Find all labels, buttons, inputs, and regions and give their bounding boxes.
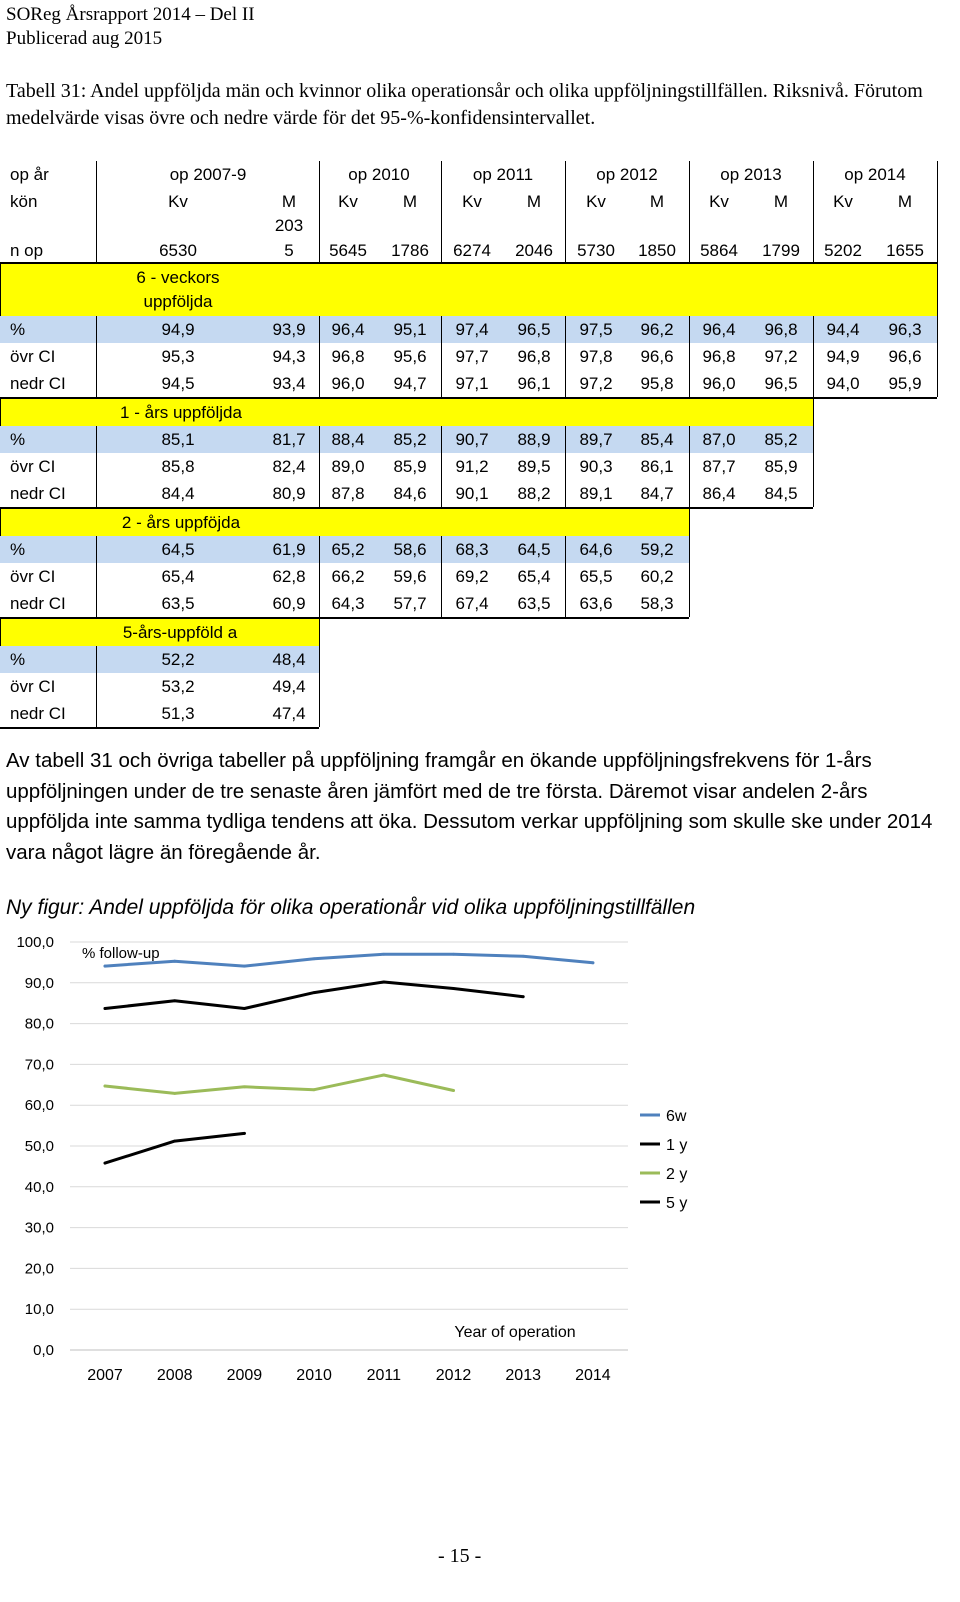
legend-label: 6w xyxy=(666,1108,687,1125)
table-cell: 85,9 xyxy=(764,457,798,476)
table-cell: 59,6 xyxy=(393,567,427,586)
row-label: % xyxy=(10,430,26,449)
document-header xyxy=(6,3,255,51)
data-point xyxy=(382,1074,385,1077)
n-value: 2046 xyxy=(515,241,553,260)
table-cell: 58,6 xyxy=(393,540,427,559)
section-left-border xyxy=(0,509,1,536)
table-cell: 63,5 xyxy=(517,594,551,613)
table-cell: 59,2 xyxy=(640,540,674,559)
table-cell: 96,8 xyxy=(331,347,365,366)
table-cell: 87,7 xyxy=(702,457,736,476)
table-cell: 57,7 xyxy=(393,594,427,613)
table-cell: 94,9 xyxy=(161,320,195,339)
table-cell: 95,3 xyxy=(161,347,195,366)
table-cell: 96,6 xyxy=(640,347,674,366)
y-tick-label: 60,0 xyxy=(24,1097,54,1115)
section-right-border xyxy=(813,399,814,426)
column-divider xyxy=(689,161,690,264)
data-point xyxy=(522,995,525,998)
table-cell: 95,6 xyxy=(393,347,427,366)
table-cell: 84,6 xyxy=(393,484,427,503)
table-cell: 63,6 xyxy=(579,594,613,613)
x-tick-label: 2008 xyxy=(156,1367,193,1384)
x-tick-label: 2007 xyxy=(87,1367,123,1384)
table-cell: 66,2 xyxy=(331,567,365,586)
column-divider xyxy=(96,316,97,397)
table-cell: 89,0 xyxy=(331,457,365,476)
data-point xyxy=(243,965,246,968)
column-divider xyxy=(441,316,442,397)
x-tick-label: 2013 xyxy=(505,1367,541,1384)
table-cell: 86,4 xyxy=(702,484,736,503)
column-divider xyxy=(937,316,938,397)
row-label: % xyxy=(10,650,26,669)
table-cell: 65,4 xyxy=(517,567,551,586)
page-number: - 15 - xyxy=(438,1545,482,1567)
data-point xyxy=(592,961,595,964)
row-label: övr CI xyxy=(10,457,56,476)
legend-label: 2 y xyxy=(666,1166,688,1183)
column-divider xyxy=(319,426,320,507)
table-cell: 90,3 xyxy=(579,457,613,476)
section-title: 5-års-uppföld a xyxy=(122,623,238,642)
column-divider xyxy=(813,316,814,397)
section-title: 1 - års uppföljda xyxy=(120,403,242,422)
data-point xyxy=(104,1007,107,1010)
row-label: nedr CI xyxy=(10,594,66,613)
x-tick-label: 2014 xyxy=(575,1367,611,1384)
sex-header: M xyxy=(402,192,418,211)
table-cell: 48,4 xyxy=(272,650,306,669)
table-cell: 85,2 xyxy=(393,430,427,449)
data-point xyxy=(173,1140,176,1143)
legend-label: 1 y xyxy=(666,1137,688,1154)
table-cell: 88,4 xyxy=(331,430,365,449)
table-cell: 95,8 xyxy=(640,374,674,393)
table-cell: 60,2 xyxy=(640,567,674,586)
data-point xyxy=(243,1085,246,1088)
table-cell: 96,6 xyxy=(888,347,922,366)
x-tick-label: 2011 xyxy=(366,1367,402,1384)
year-header: op 2007-9 xyxy=(169,165,247,184)
table-cell: 89,1 xyxy=(579,484,613,503)
n-value-bottom: 5 xyxy=(284,241,294,260)
sex-header: M xyxy=(649,192,665,211)
table-cell: 65,2 xyxy=(331,540,365,559)
section-left-border xyxy=(0,264,1,316)
n-value: 5645 xyxy=(329,241,367,260)
sex-header: Kv xyxy=(833,192,853,211)
table-cell: 87,8 xyxy=(331,484,365,503)
y-tick-label: 10,0 xyxy=(24,1301,54,1319)
table-cell: 91,2 xyxy=(455,457,489,476)
n-value: 6530 xyxy=(159,241,197,260)
publication-date: Publicerad aug 2015 xyxy=(6,28,163,49)
table-cell: 80,9 xyxy=(272,484,306,503)
data-point xyxy=(382,981,385,984)
section-right-border xyxy=(937,264,938,316)
legend-label: 5 y xyxy=(666,1195,688,1212)
table-cell: 97,8 xyxy=(579,347,613,366)
series-line-6w xyxy=(105,954,593,966)
n-value: 5864 xyxy=(700,241,738,260)
y-tick-label: 50,0 xyxy=(24,1138,54,1155)
column-divider xyxy=(565,316,566,397)
table-cell: 89,5 xyxy=(517,457,551,476)
table-cell: 84,4 xyxy=(161,484,195,503)
table-cell: 85,9 xyxy=(393,457,427,476)
table-cell: 85,1 xyxy=(161,430,195,449)
section-title: 6 - veckors xyxy=(136,268,220,287)
table-cell: 51,3 xyxy=(161,704,195,723)
sex-header: Kv xyxy=(462,192,482,211)
table-cell: 53,2 xyxy=(161,677,195,696)
data-point xyxy=(313,991,316,994)
table-cell: 96,0 xyxy=(702,374,736,393)
row-label: nedr CI xyxy=(10,484,66,503)
table-cell: 67,4 xyxy=(455,594,489,613)
column-divider xyxy=(441,426,442,507)
column-divider xyxy=(441,161,442,264)
sex-header: M xyxy=(281,192,297,211)
table-cell: 63,5 xyxy=(161,594,195,613)
table-cell: 93,9 xyxy=(272,320,306,339)
table-cell: 64,5 xyxy=(161,540,195,559)
table-cell: 65,4 xyxy=(161,567,195,586)
data-point xyxy=(313,957,316,960)
table-cell: 96,4 xyxy=(331,320,365,339)
section-left-border xyxy=(0,619,1,646)
y-tick-label: 40,0 xyxy=(24,1178,54,1196)
table-cell: 85,2 xyxy=(764,430,798,449)
year-header: op 2010 xyxy=(348,165,410,184)
n-value: 1850 xyxy=(638,241,676,260)
follow-up-line-chart xyxy=(0,925,960,1405)
column-divider xyxy=(96,536,97,617)
sex-row-label: kön xyxy=(10,192,38,211)
year-header: op 2014 xyxy=(844,165,906,184)
table-cell: 88,9 xyxy=(517,430,551,449)
data-point xyxy=(173,960,176,963)
x-tick-label: 2009 xyxy=(226,1367,263,1384)
table-cell: 64,3 xyxy=(331,594,365,613)
table-cell: 93,4 xyxy=(272,374,306,393)
table-cell: 96,2 xyxy=(640,320,674,339)
table-cell: 96,5 xyxy=(764,374,798,393)
y-tick-label: 80,0 xyxy=(24,1015,54,1033)
table-cell: 97,4 xyxy=(455,320,489,339)
row-label: nedr CI xyxy=(10,704,66,723)
data-point xyxy=(104,965,107,968)
column-divider xyxy=(565,536,566,617)
table-cell: 97,1 xyxy=(455,374,489,393)
body-paragraph: Av tabell 31 och övriga tabeller på uppföljning framgår en ökande uppföljningsfrekvens för 1-års uppföljningen under de tre senaste åren jämfört med de tre första. Däremot visar andelen 2-års uppföljda inte samma tydliga tendens att öka. Dessutom verkar uppföljning som skulle ske under 2014 vara något lägre än föregående år. xyxy=(6,749,933,864)
column-divider xyxy=(937,161,938,264)
data-point xyxy=(452,953,455,956)
sex-header: M xyxy=(526,192,542,211)
table-cell: 88,2 xyxy=(517,484,551,503)
sex-header: M xyxy=(897,192,913,211)
figure-title: Ny figur: Andel uppföljda för olika operationår vid olika uppföljningstillfällen xyxy=(6,896,696,919)
year-header: op 2011 xyxy=(472,165,534,184)
table-cell: 86,1 xyxy=(640,457,674,476)
column-divider xyxy=(813,426,814,507)
table-cell: 90,7 xyxy=(455,430,489,449)
table-cell: 87,0 xyxy=(702,430,736,449)
column-divider xyxy=(441,536,442,617)
y-tick-label: 70,0 xyxy=(24,1056,54,1074)
x-axis-title: Year of operation xyxy=(454,1324,576,1341)
table-cell: 96,4 xyxy=(702,320,736,339)
x-tick-label: 2012 xyxy=(435,1367,472,1384)
y-tick-label: 90,0 xyxy=(24,974,54,992)
data-point xyxy=(313,1088,316,1091)
table-cell: 96,8 xyxy=(517,347,551,366)
section-title: uppföljda xyxy=(143,292,213,311)
n-value: 5730 xyxy=(577,241,615,260)
data-point xyxy=(382,953,385,956)
table-cell: 62,8 xyxy=(272,567,306,586)
table-cell: 96,0 xyxy=(331,374,365,393)
section-left-border xyxy=(0,399,1,426)
sex-header: M xyxy=(773,192,789,211)
y-tick-label: 100,0 xyxy=(16,934,54,951)
n-value: 6274 xyxy=(453,241,491,260)
n-row-label: n op xyxy=(10,241,44,260)
table-cell: 85,8 xyxy=(161,457,195,476)
year-header: op 2013 xyxy=(720,165,782,184)
table-cell: 95,9 xyxy=(888,374,922,393)
data-point xyxy=(104,1162,107,1165)
table-cell: 94,5 xyxy=(161,374,195,393)
table-cell: 84,7 xyxy=(640,484,674,503)
series-line-2y xyxy=(105,1075,454,1093)
section-right-border xyxy=(319,619,320,646)
table-cell: 82,4 xyxy=(272,457,306,476)
column-divider xyxy=(319,161,320,264)
y-tick-label: 0,0 xyxy=(33,1342,54,1359)
table-cell: 85,4 xyxy=(640,430,674,449)
column-divider xyxy=(813,161,814,264)
data-point xyxy=(243,1007,246,1010)
table-cell: 84,5 xyxy=(764,484,798,503)
sex-header: Kv xyxy=(168,192,188,211)
sex-header: Kv xyxy=(709,192,729,211)
table-cell: 96,1 xyxy=(517,374,551,393)
table-cell: 97,2 xyxy=(764,347,798,366)
table-caption: Tabell 31: Andel uppföljda män och kvinnor olika operationsår och olika uppföljningstillfällen. Riksnivå. Förutom medelvärde visas övre och nedre värde för det 95-%-konfidensintervallet. xyxy=(6,80,923,129)
row-label: nedr CI xyxy=(10,374,66,393)
table-cell: 96,3 xyxy=(888,320,922,339)
column-divider xyxy=(319,536,320,617)
data-point xyxy=(522,955,525,958)
column-divider xyxy=(319,316,320,397)
row-label: övr CI xyxy=(10,677,56,696)
chart-title: % follow-up xyxy=(82,945,160,962)
table-cell: 94,9 xyxy=(826,347,860,366)
column-divider xyxy=(96,426,97,507)
sex-header: Kv xyxy=(586,192,606,211)
row-label: övr CI xyxy=(10,567,56,586)
table-cell: 64,5 xyxy=(517,540,551,559)
column-divider xyxy=(96,646,97,727)
table-cell: 97,5 xyxy=(579,320,613,339)
column-divider xyxy=(565,426,566,507)
y-tick-label: 30,0 xyxy=(24,1219,54,1237)
data-point xyxy=(452,987,455,990)
table-cell: 60,9 xyxy=(272,594,306,613)
row-label: övr CI xyxy=(10,347,56,366)
data-point xyxy=(173,1092,176,1095)
table-cell: 95,1 xyxy=(393,320,427,339)
column-divider xyxy=(319,646,320,727)
column-divider xyxy=(96,161,97,264)
data-point xyxy=(452,1089,455,1092)
column-divider xyxy=(689,426,690,507)
table-cell: 90,1 xyxy=(455,484,489,503)
column-divider xyxy=(565,161,566,264)
table-cell: 61,9 xyxy=(272,540,306,559)
y-tick-label: 20,0 xyxy=(24,1260,54,1278)
report-title: SOReg Årsrapport 2014 – Del II xyxy=(6,4,255,25)
row-label: % xyxy=(10,320,26,339)
n-value: 5202 xyxy=(824,241,862,260)
data-point xyxy=(173,999,176,1002)
table-cell: 96,8 xyxy=(764,320,798,339)
row-label: % xyxy=(10,540,26,559)
table-cell: 49,4 xyxy=(272,677,306,696)
table-cell: 94,0 xyxy=(826,374,860,393)
series-line-1y xyxy=(105,982,523,1009)
n-value: 1799 xyxy=(762,241,800,260)
year-row-label: op år xyxy=(10,165,49,184)
year-header: op 2012 xyxy=(596,165,658,184)
table-cell: 58,3 xyxy=(640,594,674,613)
table-cell: 68,3 xyxy=(455,540,489,559)
n-value: 1786 xyxy=(391,241,429,260)
sex-header: Kv xyxy=(338,192,358,211)
table-cell: 69,2 xyxy=(455,567,489,586)
table-cell: 81,7 xyxy=(272,430,306,449)
table-cell: 97,2 xyxy=(579,374,613,393)
table-cell: 65,5 xyxy=(579,567,613,586)
data-point xyxy=(104,1085,107,1088)
table-cell: 52,2 xyxy=(161,650,195,669)
section-bottom-rule xyxy=(0,727,319,729)
table-cell: 97,7 xyxy=(455,347,489,366)
table-cell: 96,8 xyxy=(702,347,736,366)
table-cell: 47,4 xyxy=(272,704,306,723)
table-cell: 94,7 xyxy=(393,374,427,393)
x-tick-label: 2010 xyxy=(296,1367,332,1384)
n-value: 1655 xyxy=(886,241,924,260)
table-cell: 94,4 xyxy=(826,320,860,339)
section-right-border xyxy=(689,509,690,536)
table-cell: 94,3 xyxy=(272,347,306,366)
series-line-5y xyxy=(105,1133,244,1163)
table-cell: 96,5 xyxy=(517,320,551,339)
column-divider xyxy=(689,316,690,397)
data-point xyxy=(243,1132,246,1135)
n-value-top: 203 xyxy=(274,216,304,235)
section-title: 2 - års uppföjda xyxy=(121,513,241,532)
table-cell: 64,6 xyxy=(579,540,613,559)
table-cell: 89,7 xyxy=(579,430,613,449)
column-divider xyxy=(689,536,690,617)
